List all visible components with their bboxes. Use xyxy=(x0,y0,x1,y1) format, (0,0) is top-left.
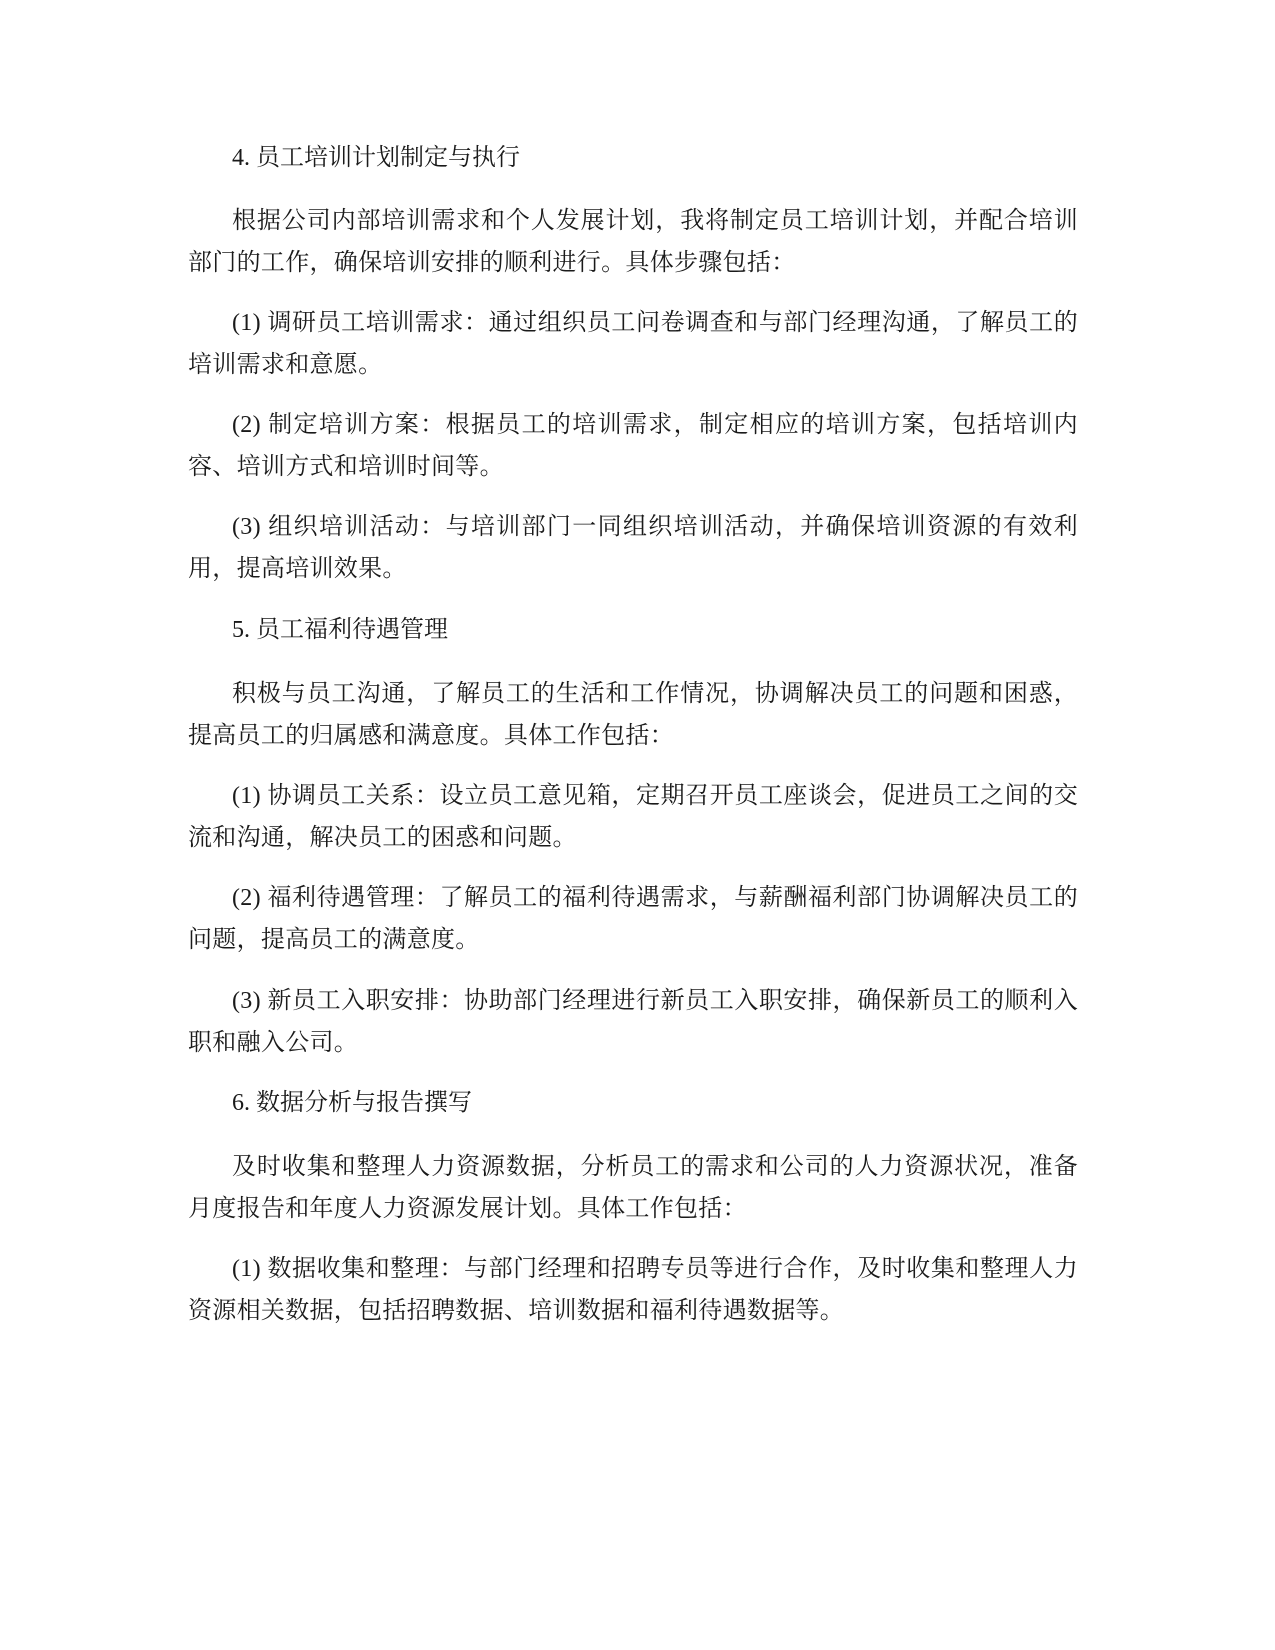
paragraph-training-intro: 根据公司内部培训需求和个人发展计划，我将制定员工培训计划，并配合培训部门的工作，确保培训安排的顺利进行。具体步骤包括： xyxy=(188,208,1078,276)
paragraph-welfare-item-1: (1) 协调员工关系：设立员工意见箱，定期召开员工座谈会，促进员工之间的交流和沟通，解决员工的困惑和问题。 xyxy=(188,783,1078,851)
paragraph-welfare-item-2: (2) 福利待遇管理：了解员工的福利待遇需求，与薪酬福利部门协调解决员工的问题，提高员工的满意度。 xyxy=(188,885,1078,953)
paragraph-training-step-3: (3) 组织培训活动：与培训部门一同组织培训活动，并确保培训资源的有效利用，提高培训效果。 xyxy=(188,514,1078,582)
section-heading-4: 4. 员工培训计划制定与执行 xyxy=(232,145,520,171)
paragraph-data-intro: 及时收集和整理人力资源数据，分析员工的需求和公司的人力资源状况，准备月度报告和年度人力资源发展计划。具体工作包括： xyxy=(188,1154,1078,1222)
paragraph-data-item-1: (1) 数据收集和整理：与部门经理和招聘专员等进行合作，及时收集和整理人力资源相关数据，包括招聘数据、培训数据和福利待遇数据等。 xyxy=(188,1256,1078,1324)
paragraph-welfare-item-3: (3) 新员工入职安排：协助部门经理进行新员工入职安排，确保新员工的顺利入职和融入公司。 xyxy=(188,988,1078,1056)
paragraph-training-step-1: (1) 调研员工培训需求：通过组织员工问卷调查和与部门经理沟通，了解员工的培训需求和意愿。 xyxy=(188,310,1078,378)
paragraph-training-step-2: (2) 制定培训方案：根据员工的培训需求，制定相应的培训方案，包括培训内容、培训方式和培训时间等。 xyxy=(188,412,1078,480)
paragraph-welfare-intro: 积极与员工沟通，了解员工的生活和工作情况，协调解决员工的问题和困惑，提高员工的归属感和满意度。具体工作包括： xyxy=(188,681,1078,749)
section-heading-6: 6. 数据分析与报告撰写 xyxy=(232,1090,472,1116)
section-heading-5: 5. 员工福利待遇管理 xyxy=(232,617,448,643)
